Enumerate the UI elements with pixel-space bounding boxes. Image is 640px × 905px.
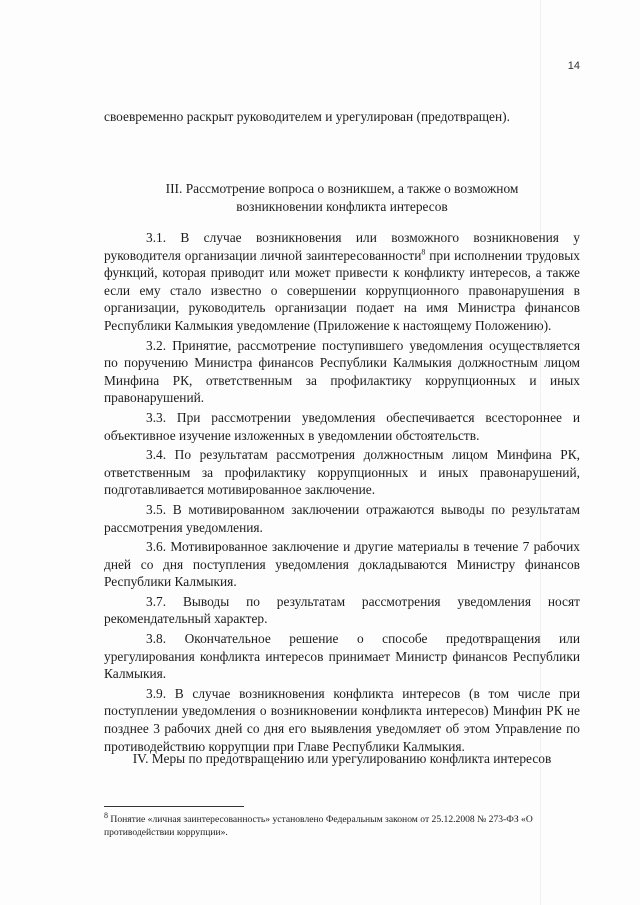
page-number: 14 <box>567 60 580 72</box>
footnote-text: Понятие «личная заинтересованность» установлено Федеральным законом от 25.12.2008 № 273-ФЗ «О противодействии коррупции». <box>104 814 533 838</box>
paragraph-3-1-text-cont: при исполнении трудовых функций, которая приводит или может привести к конфликту интересов, а также если ему стало известно о совершении коррупционного правонарушения в организации, руководитель организации подает на имя Министра финансов Республики Калмыкия уведомление (Приложение к настоящему Положению). <box>104 247 580 333</box>
paragraph-3-1-text: 3.1. В случае возникновения или возможного возникновения у руководителя организации личной заинтересованности <box>104 230 580 263</box>
paragraph-3-1 <box>104 229 580 335</box>
paragraph-3-9: 3.9. В случае возникновения конфликта интересов (в том числе при поступлении уведомления о возникновении конфликта интересов) Минфин РК не позднее 3 рабочих дней со дня его выявления уведомляет об этом Управление по противодействию коррупции при Главе Республики Калмыкия. <box>104 685 580 754</box>
paragraph-3-2: 3.2. Принятие, рассмотрение поступившего уведомления осуществляется по поручению Министра финансов Республики Калмыкия должностным лицом Минфина РК, ответственным за профилактику коррупционных и иных правонарушений. <box>104 337 580 406</box>
footnote-marker: 8 <box>104 810 108 820</box>
footnote-divider <box>104 806 244 807</box>
paragraph-3-4: 3.4. По результатам рассмотрения должностным лицом Минфина РК, ответственным за профилактику коррупционных и иных правонарушений, подготавливается мотивированное заключение. <box>104 447 580 498</box>
section-3-title-line-2: возникновении конфликта интересов <box>236 199 448 214</box>
section-3-title-line-1: III. Рассмотрение вопроса о возникшем, а также о возможном <box>165 181 519 196</box>
section-3-heading <box>104 180 580 216</box>
lead-text: своевременно раскрыт руководителем и урегулирован (предотвращен). <box>104 109 510 124</box>
paragraph-3-7: 3.7. Выводы по результатам рассмотрения уведомления носят рекомендательный характер. <box>104 593 580 627</box>
footnote-ref-8[interactable]: 8 <box>421 247 426 257</box>
paragraph-3-3: 3.3. При рассмотрении уведомления обеспечивается всестороннее и объективное изучение изложенных в уведомлении обстоятельств. <box>104 409 580 443</box>
footnote <box>104 810 580 839</box>
section-3-body <box>104 229 580 757</box>
lead-paragraph <box>104 108 580 126</box>
paragraph-3-6: 3.6. Мотивированное заключение и другие материалы в течение 7 рабочих дней со дня поступления уведомления докладываются Министру финансов Республики Калмыкия. <box>104 539 580 590</box>
paragraph-3-8: 3.8. Окончательное решение о способе предотвращения или урегулирования конфликта интересов принимает Министр финансов Республики Калмыкия. <box>104 631 580 682</box>
section-4-heading: IV. Меры по предотвращению или урегулированию конфликта интересов <box>132 751 552 766</box>
paragraph-3-5: 3.5. В мотивированном заключении отражаются выводы по результатам рассмотрения уведомления. <box>104 501 580 535</box>
